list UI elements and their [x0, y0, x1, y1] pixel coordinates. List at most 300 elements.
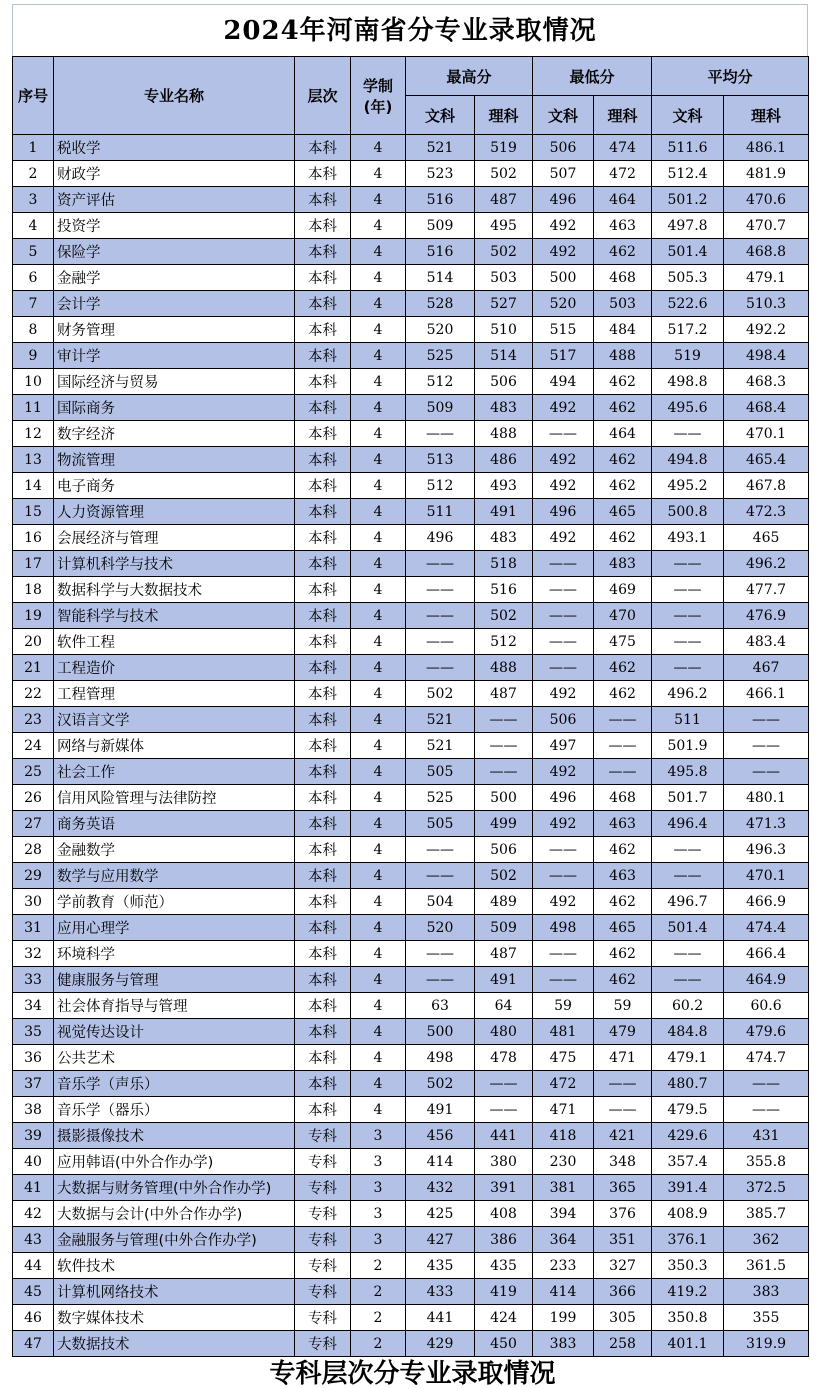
cell-major-name: 社会体育指导与管理: [54, 993, 295, 1019]
cell-level: 本科: [295, 837, 351, 863]
cell-min-wen: 496: [533, 785, 594, 811]
cell-index: 40: [13, 1149, 54, 1175]
cell-min-wen: 492: [533, 681, 594, 707]
cell-duration: 3: [351, 1123, 406, 1149]
cell-max-li: 502: [475, 603, 533, 629]
cell-major-name: 金融服务与管理(中外合作办学): [54, 1227, 295, 1253]
cell-level: 本科: [295, 967, 351, 993]
cell-avg-li: 477.7: [724, 577, 809, 603]
cell-major-name: 保险学: [54, 239, 295, 265]
cell-max-wen: 521: [406, 135, 475, 161]
cell-duration: 4: [351, 265, 406, 291]
cell-level: 本科: [295, 395, 351, 421]
cell-level: 专科: [295, 1305, 351, 1331]
cell-major-name: 国际经济与贸易: [54, 369, 295, 395]
cell-avg-li: 361.5: [724, 1253, 809, 1279]
cell-max-wen: 520: [406, 317, 475, 343]
cell-avg-li: 483.4: [724, 629, 809, 655]
cell-avg-wen: 494.8: [652, 447, 724, 473]
cell-level: 本科: [295, 681, 351, 707]
cell-index: 9: [13, 343, 54, 369]
cell-max-li: 519: [475, 135, 533, 161]
cell-major-name: 大数据技术: [54, 1331, 295, 1357]
admission-table: [12, 56, 809, 1357]
cell-max-wen: 521: [406, 707, 475, 733]
cell-major-name: 汉语言文学: [54, 707, 295, 733]
cell-min-li: 472: [594, 161, 652, 187]
cell-major-name: 大数据与财务管理(中外合作办学): [54, 1175, 295, 1201]
cell-level: 本科: [295, 785, 351, 811]
cell-level: 本科: [295, 811, 351, 837]
table-row: [13, 343, 809, 369]
header-duration: [351, 57, 406, 135]
cell-max-wen: ——: [406, 863, 475, 889]
cell-avg-wen: ——: [652, 551, 724, 577]
table-row: [13, 1279, 809, 1305]
cell-duration: 4: [351, 733, 406, 759]
cell-index: 43: [13, 1227, 54, 1253]
cell-min-wen: 492: [533, 811, 594, 837]
cell-max-wen: 513: [406, 447, 475, 473]
cell-duration: 4: [351, 811, 406, 837]
cell-min-wen: 492: [533, 239, 594, 265]
cell-min-wen: 515: [533, 317, 594, 343]
cell-min-wen: ——: [533, 629, 594, 655]
cell-avg-li: 481.9: [724, 161, 809, 187]
cell-major-name: 电子商务: [54, 473, 295, 499]
cell-max-wen: ——: [406, 421, 475, 447]
table-row: [13, 889, 809, 915]
cell-avg-li: 466.9: [724, 889, 809, 915]
cell-avg-li: ——: [724, 1097, 809, 1123]
table-row: [13, 265, 809, 291]
cell-avg-wen: 350.3: [652, 1253, 724, 1279]
cell-max-li: 480: [475, 1019, 533, 1045]
cell-max-wen: 516: [406, 187, 475, 213]
cell-index: 16: [13, 525, 54, 551]
cell-level: 本科: [295, 1045, 351, 1071]
header-duration-line1: 学制: [362, 76, 393, 95]
cell-min-li: 305: [594, 1305, 652, 1331]
table-row: [13, 941, 809, 967]
cell-index: 21: [13, 655, 54, 681]
cell-min-wen: ——: [533, 655, 594, 681]
cell-min-li: 484: [594, 317, 652, 343]
cell-min-li: 348: [594, 1149, 652, 1175]
cell-min-li: 462: [594, 239, 652, 265]
cell-level: 本科: [295, 135, 351, 161]
cell-min-li: ——: [594, 1097, 652, 1123]
cell-max-wen: 456: [406, 1123, 475, 1149]
cell-min-wen: 471: [533, 1097, 594, 1123]
cell-min-li: ——: [594, 759, 652, 785]
cell-avg-wen: 376.1: [652, 1227, 724, 1253]
cell-avg-li: 496.2: [724, 551, 809, 577]
cell-min-wen: ——: [533, 837, 594, 863]
cell-index: 25: [13, 759, 54, 785]
cell-max-wen: ——: [406, 603, 475, 629]
cell-avg-wen: 500.8: [652, 499, 724, 525]
cell-index: 3: [13, 187, 54, 213]
cell-avg-li: 472.3: [724, 499, 809, 525]
header-max-li: 理科: [475, 96, 533, 135]
cell-index: 34: [13, 993, 54, 1019]
cell-index: 46: [13, 1305, 54, 1331]
cell-avg-li: 476.9: [724, 603, 809, 629]
table-row: [13, 1305, 809, 1331]
cell-avg-wen: 419.2: [652, 1279, 724, 1305]
table-row: [13, 161, 809, 187]
cell-min-wen: ——: [533, 863, 594, 889]
cell-avg-li: ——: [724, 759, 809, 785]
cell-level: 本科: [295, 1019, 351, 1045]
cell-min-li: 479: [594, 1019, 652, 1045]
cell-duration: 4: [351, 967, 406, 993]
cell-duration: 4: [351, 447, 406, 473]
next-section-title: 专科层次分专业录取情况: [269, 1359, 556, 1389]
cell-avg-li: 465: [724, 525, 809, 551]
cell-index: 10: [13, 369, 54, 395]
cell-min-li: 462: [594, 473, 652, 499]
cell-level: 本科: [295, 551, 351, 577]
cell-level: 本科: [295, 1097, 351, 1123]
header-max-wen: 文科: [406, 96, 475, 135]
cell-major-name: 财政学: [54, 161, 295, 187]
cell-major-name: 软件工程: [54, 629, 295, 655]
cell-min-wen: 414: [533, 1279, 594, 1305]
cell-max-wen: 525: [406, 343, 475, 369]
cell-level: 本科: [295, 941, 351, 967]
cell-duration: 4: [351, 681, 406, 707]
cell-avg-wen: 496.4: [652, 811, 724, 837]
header-avg-wen: 文科: [652, 96, 724, 135]
cell-level: 本科: [295, 707, 351, 733]
table-row: [13, 1123, 809, 1149]
cell-avg-wen: 496.7: [652, 889, 724, 915]
cell-avg-li: 470.6: [724, 187, 809, 213]
cell-min-li: 462: [594, 655, 652, 681]
cell-avg-wen: 522.6: [652, 291, 724, 317]
cell-max-li: ——: [475, 759, 533, 785]
cell-max-wen: 512: [406, 473, 475, 499]
cell-index: 17: [13, 551, 54, 577]
cell-min-li: 462: [594, 369, 652, 395]
cell-avg-li: 431: [724, 1123, 809, 1149]
cell-min-wen: ——: [533, 967, 594, 993]
cell-min-wen: 475: [533, 1045, 594, 1071]
cell-min-li: 463: [594, 213, 652, 239]
cell-min-wen: 492: [533, 447, 594, 473]
cell-max-li: 487: [475, 941, 533, 967]
cell-max-li: ——: [475, 733, 533, 759]
cell-max-li: 495: [475, 213, 533, 239]
cell-min-wen: 496: [533, 187, 594, 213]
cell-max-wen: 502: [406, 681, 475, 707]
table-row: [13, 1071, 809, 1097]
cell-max-li: 516: [475, 577, 533, 603]
cell-duration: 4: [351, 317, 406, 343]
cell-min-wen: 494: [533, 369, 594, 395]
cell-major-name: 计算机网络技术: [54, 1279, 295, 1305]
table-row: [13, 967, 809, 993]
cell-index: 8: [13, 317, 54, 343]
cell-level: 本科: [295, 629, 351, 655]
cell-min-wen: 492: [533, 759, 594, 785]
cell-index: 38: [13, 1097, 54, 1123]
cell-avg-li: 385.7: [724, 1201, 809, 1227]
cell-max-wen: 441: [406, 1305, 475, 1331]
cell-avg-wen: 484.8: [652, 1019, 724, 1045]
cell-avg-wen: ——: [652, 837, 724, 863]
cell-min-li: 503: [594, 291, 652, 317]
table-row: [13, 499, 809, 525]
cell-avg-li: 467: [724, 655, 809, 681]
cell-max-wen: 512: [406, 369, 475, 395]
cell-avg-wen: 357.4: [652, 1149, 724, 1175]
cell-index: 39: [13, 1123, 54, 1149]
cell-min-wen: 199: [533, 1305, 594, 1331]
cell-avg-wen: 511.6: [652, 135, 724, 161]
cell-avg-wen: 480.7: [652, 1071, 724, 1097]
cell-avg-li: ——: [724, 1071, 809, 1097]
table-row: [13, 551, 809, 577]
cell-avg-li: 372.5: [724, 1175, 809, 1201]
cell-index: 22: [13, 681, 54, 707]
cell-index: 15: [13, 499, 54, 525]
cell-min-li: ——: [594, 707, 652, 733]
cell-major-name: 财务管理: [54, 317, 295, 343]
cell-level: 本科: [295, 759, 351, 785]
cell-major-name: 数字媒体技术: [54, 1305, 295, 1331]
cell-max-wen: 427: [406, 1227, 475, 1253]
cell-level: 本科: [295, 161, 351, 187]
cell-max-wen: 502: [406, 1071, 475, 1097]
cell-major-name: 税收学: [54, 135, 295, 161]
cell-avg-wen: 495.6: [652, 395, 724, 421]
cell-max-li: 478: [475, 1045, 533, 1071]
cell-major-name: 人力资源管理: [54, 499, 295, 525]
cell-max-wen: 521: [406, 733, 475, 759]
cell-min-li: 470: [594, 603, 652, 629]
cell-avg-wen: 519: [652, 343, 724, 369]
cell-level: 本科: [295, 265, 351, 291]
cell-avg-wen: 497.8: [652, 213, 724, 239]
table-row: [13, 629, 809, 655]
cell-level: 本科: [295, 655, 351, 681]
header-duration-line2: (年): [363, 97, 393, 116]
cell-min-li: 59: [594, 993, 652, 1019]
cell-major-name: 工程管理: [54, 681, 295, 707]
cell-major-name: 应用韩语(中外合作办学): [54, 1149, 295, 1175]
cell-level: 本科: [295, 343, 351, 369]
cell-duration: 4: [351, 655, 406, 681]
cell-level: 本科: [295, 447, 351, 473]
cell-min-wen: 418: [533, 1123, 594, 1149]
cell-duration: 4: [351, 239, 406, 265]
cell-max-wen: ——: [406, 837, 475, 863]
cell-min-wen: 492: [533, 525, 594, 551]
cell-avg-wen: ——: [652, 967, 724, 993]
cell-max-li: 502: [475, 239, 533, 265]
cell-avg-li: ——: [724, 733, 809, 759]
cell-min-wen: ——: [533, 551, 594, 577]
cell-duration: 4: [351, 525, 406, 551]
cell-min-wen: ——: [533, 421, 594, 447]
cell-duration: 4: [351, 291, 406, 317]
cell-level: 本科: [295, 863, 351, 889]
cell-level: 本科: [295, 733, 351, 759]
cell-duration: 4: [351, 187, 406, 213]
cell-avg-li: 474.7: [724, 1045, 809, 1071]
cell-avg-li: 465.4: [724, 447, 809, 473]
table-row: [13, 187, 809, 213]
table-row: [13, 837, 809, 863]
cell-max-wen: 520: [406, 915, 475, 941]
cell-min-li: 462: [594, 681, 652, 707]
cell-avg-li: 470.7: [724, 213, 809, 239]
cell-index: 14: [13, 473, 54, 499]
cell-level: 专科: [295, 1279, 351, 1305]
cell-duration: 4: [351, 577, 406, 603]
cell-avg-wen: 496.2: [652, 681, 724, 707]
cell-avg-li: 60.6: [724, 993, 809, 1019]
cell-min-li: 468: [594, 785, 652, 811]
cell-max-li: 486: [475, 447, 533, 473]
header-min-score: 最低分: [533, 57, 652, 96]
cell-min-li: 462: [594, 525, 652, 551]
cell-avg-wen: 429.6: [652, 1123, 724, 1149]
cell-max-wen: 498: [406, 1045, 475, 1071]
cell-min-li: 488: [594, 343, 652, 369]
cell-max-li: 391: [475, 1175, 533, 1201]
cell-min-wen: 517: [533, 343, 594, 369]
cell-max-li: 491: [475, 499, 533, 525]
cell-duration: 4: [351, 603, 406, 629]
cell-index: 13: [13, 447, 54, 473]
table-row: [13, 811, 809, 837]
cell-min-wen: 233: [533, 1253, 594, 1279]
table-row: [13, 863, 809, 889]
cell-max-li: 483: [475, 525, 533, 551]
cell-avg-wen: 505.3: [652, 265, 724, 291]
cell-min-li: 421: [594, 1123, 652, 1149]
cell-max-wen: 523: [406, 161, 475, 187]
cell-duration: 4: [351, 1071, 406, 1097]
cell-min-wen: 520: [533, 291, 594, 317]
cell-duration: 4: [351, 135, 406, 161]
cell-index: 18: [13, 577, 54, 603]
cell-major-name: 投资学: [54, 213, 295, 239]
header-max-score: 最高分: [406, 57, 533, 96]
cell-major-name: 音乐学（声乐）: [54, 1071, 295, 1097]
cell-min-li: ——: [594, 1071, 652, 1097]
cell-min-li: 464: [594, 421, 652, 447]
cell-index: 19: [13, 603, 54, 629]
table-row: [13, 473, 809, 499]
cell-major-name: 金融数学: [54, 837, 295, 863]
admission-sheet: [12, 4, 808, 1357]
cell-min-wen: 492: [533, 213, 594, 239]
cell-max-wen: 505: [406, 759, 475, 785]
cell-avg-li: 319.9: [724, 1331, 809, 1357]
cell-min-wen: 381: [533, 1175, 594, 1201]
cell-duration: 4: [351, 837, 406, 863]
header-level: 层次: [295, 57, 351, 135]
cell-index: 27: [13, 811, 54, 837]
cell-level: 专科: [295, 1123, 351, 1149]
cell-level: 本科: [295, 187, 351, 213]
table-row: [13, 915, 809, 941]
cell-avg-wen: 495.2: [652, 473, 724, 499]
cell-index: 41: [13, 1175, 54, 1201]
cell-duration: 4: [351, 161, 406, 187]
header-min-wen: 文科: [533, 96, 594, 135]
cell-min-wen: 59: [533, 993, 594, 1019]
table-row: [13, 317, 809, 343]
cell-min-li: 366: [594, 1279, 652, 1305]
table-row: [13, 1149, 809, 1175]
cell-index: 29: [13, 863, 54, 889]
cell-avg-wen: 391.4: [652, 1175, 724, 1201]
cell-avg-wen: ——: [652, 421, 724, 447]
cell-min-li: 327: [594, 1253, 652, 1279]
cell-max-li: 527: [475, 291, 533, 317]
cell-level: 专科: [295, 1227, 351, 1253]
cell-avg-li: 492.2: [724, 317, 809, 343]
cell-min-wen: 506: [533, 707, 594, 733]
cell-major-name: 应用心理学: [54, 915, 295, 941]
cell-duration: 2: [351, 1279, 406, 1305]
cell-min-li: 465: [594, 915, 652, 941]
table-row: [13, 577, 809, 603]
cell-min-li: 462: [594, 889, 652, 915]
cell-duration: 4: [351, 993, 406, 1019]
cell-duration: 4: [351, 1019, 406, 1045]
cell-level: 专科: [295, 1149, 351, 1175]
cell-min-wen: 498: [533, 915, 594, 941]
cell-duration: 4: [351, 863, 406, 889]
cell-min-li: 471: [594, 1045, 652, 1071]
table-row: [13, 213, 809, 239]
cell-index: 26: [13, 785, 54, 811]
cell-max-li: 500: [475, 785, 533, 811]
cell-max-li: 489: [475, 889, 533, 915]
cell-level: 本科: [295, 889, 351, 915]
table-row: [13, 759, 809, 785]
cell-major-name: 国际商务: [54, 395, 295, 421]
cell-avg-li: 466.1: [724, 681, 809, 707]
cell-max-wen: 414: [406, 1149, 475, 1175]
cell-avg-li: 468.8: [724, 239, 809, 265]
cell-major-name: 审计学: [54, 343, 295, 369]
cell-min-wen: ——: [533, 577, 594, 603]
cell-avg-wen: 495.8: [652, 759, 724, 785]
cell-major-name: 资产评估: [54, 187, 295, 213]
cell-min-li: 365: [594, 1175, 652, 1201]
cell-index: 4: [13, 213, 54, 239]
cell-major-name: 音乐学（器乐）: [54, 1097, 295, 1123]
cell-avg-li: 467.8: [724, 473, 809, 499]
cell-major-name: 智能科学与技术: [54, 603, 295, 629]
cell-min-wen: 383: [533, 1331, 594, 1357]
cell-max-li: 386: [475, 1227, 533, 1253]
cell-max-li: 435: [475, 1253, 533, 1279]
cell-major-name: 健康服务与管理: [54, 967, 295, 993]
cell-level: 本科: [295, 317, 351, 343]
cell-min-wen: 394: [533, 1201, 594, 1227]
cell-min-wen: 506: [533, 135, 594, 161]
cell-min-li: 464: [594, 187, 652, 213]
